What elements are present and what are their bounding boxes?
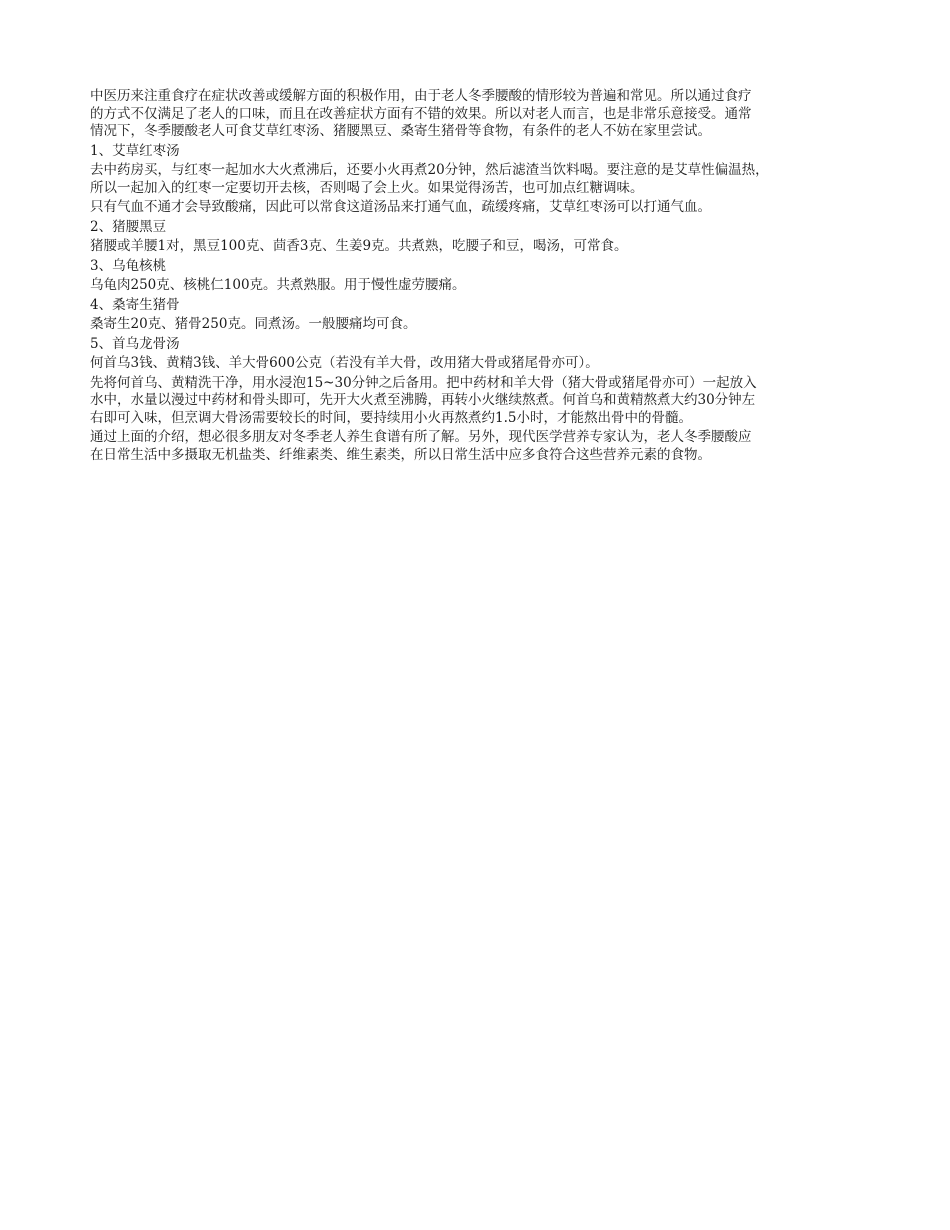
text-line: 的方式不仅满足了老人的口味，而且在改善症状方面有不错的效果。所以对老人而言，也是非常乐意接受。通常 [90,105,752,122]
section-3-paragraph-1 [90,277,880,295]
document-body [90,88,880,466]
section-2-paragraph-1 [90,238,880,256]
text-line: 去中药房买，与红枣一起加水大火煮沸后，还要小火再煮20分钟，然后滤渣当饮料喝。要注意的是艾草性偏温热， [90,162,769,178]
conclusion-paragraph [90,429,880,464]
heading-text: 1、艾草红枣汤 [90,142,180,159]
section-heading-4 [90,297,880,315]
text-line: 乌龟肉250克、核桃仁100克。共煮熟服。用于慢性虚劳腰痛。 [90,277,466,293]
section-5-paragraph-1 [90,355,880,373]
text-line: 所以一起加入的红枣一定要切开去核，否则喝了会上火。如果觉得汤苦，也可加点红糖调味。 [90,179,644,196]
text-line: 在日常生活中多摄取无机盐类、纤维素类、维生素类，所以日常生活中应多食符合这些营养元素的食物。 [90,446,711,463]
heading-text: 5、首乌龙骨汤 [90,335,180,352]
heading-text: 2、猪腰黑豆 [90,218,167,235]
text-line: 水中，水量以漫过中药材和骨头即可，先开大火煮至沸腾，再转小火继续熬煮。何首乌和黄精熬煮大约30分钟左 [90,392,756,408]
text-line: 先将何首乌、黄精洗干净，用水浸泡15~30分钟之后备用。把中药材和羊大骨（猪大骨或猪尾骨亦可）一起放入 [90,374,757,391]
section-heading-3 [90,258,880,276]
intro-paragraph [90,88,880,141]
section-1-paragraph-1 [90,162,880,197]
text-line: 桑寄生20克、猪骨250克。同煮汤。一般腰痛均可食。 [90,316,417,332]
text-line: 情况下，冬季腰酸老人可食艾草红枣汤、猪腰黑豆、桑寄生猪骨等食物，有条件的老人不妨在家里尝试。 [90,123,711,139]
text-line: 通过上面的介绍，想必很多朋友对冬季老人养生食谱有所了解。另外，现代医学营养专家认为，老人冬季腰酸应 [90,429,752,445]
text-line: 只有气血不通才会导致酸痛，因此可以常食这道汤品来打通气血，疏缓疼痛，艾草红枣汤可以打通气血。 [90,199,711,215]
section-4-paragraph-1 [90,316,880,334]
section-heading-2 [90,219,880,237]
text-line: 何首乌3钱、黄精3钱、羊大骨600公克（若没有羊大骨，改用猪大骨或猪尾骨亦可）。 [90,355,599,371]
section-heading-1 [90,143,880,161]
heading-text: 4、桑寄生猪骨 [90,296,180,313]
section-5-paragraph-2 [90,375,880,428]
text-line: 猪腰或羊腰1对，黑豆100克、茴香3克、生姜9克。共煮熟，吃腰子和豆，喝汤，可常食。 [90,238,628,254]
text-line: 右即可入味，但烹调大骨汤需要较长的时间，要持续用小火再熬煮约1.5小时，才能熬出骨中的骨髓。 [90,409,692,426]
heading-text: 3、乌龟核桃 [90,257,167,274]
section-heading-5 [90,336,880,354]
section-1-paragraph-2 [90,199,880,217]
text-line: 中医历来注重食疗在症状改善或缓解方面的积极作用，由于老人冬季腰酸的情形较为普遍和常见。所以通过食疗 [90,88,752,104]
